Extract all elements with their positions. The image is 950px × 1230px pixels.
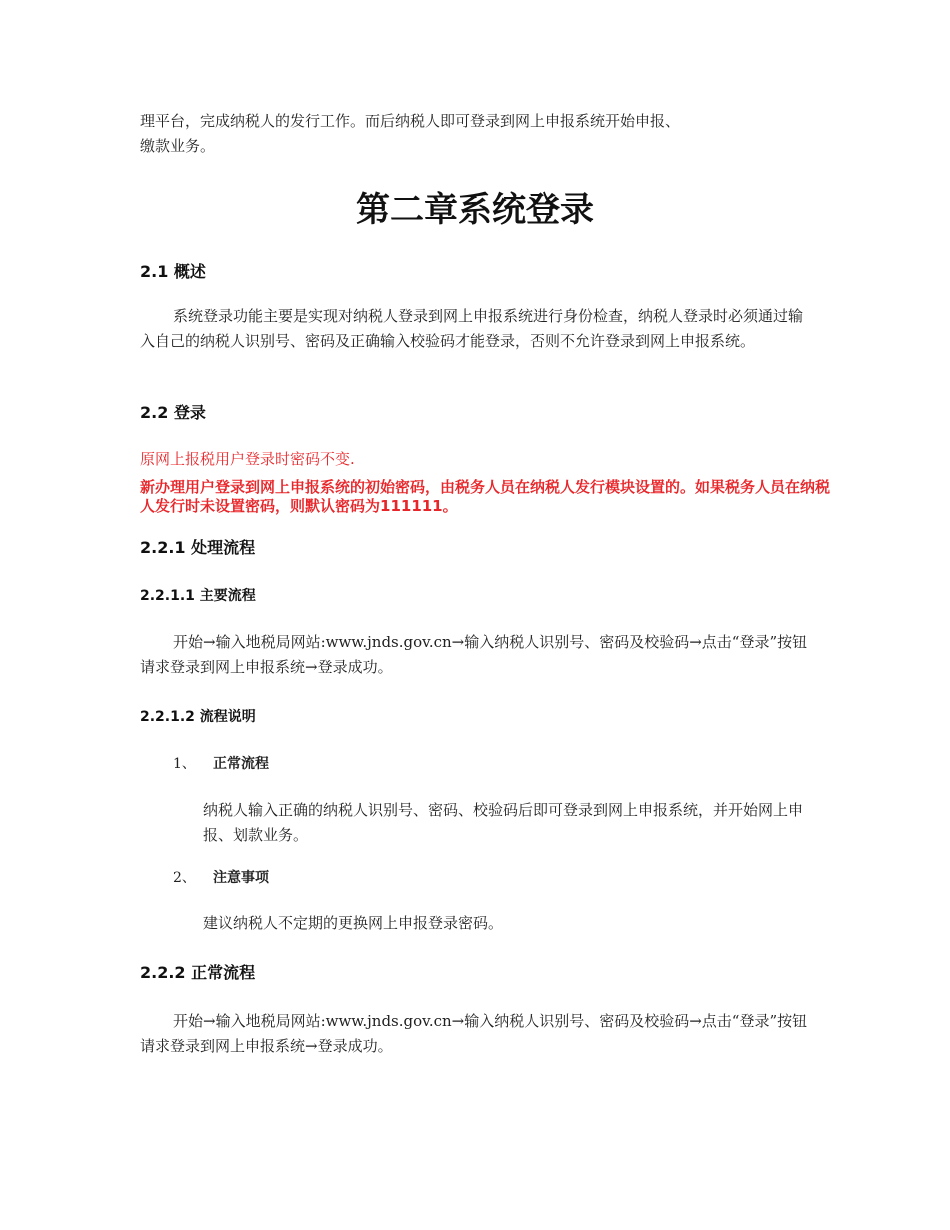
section-2-1-paragraph: 系统登录功能主要是实现对纳税人登录到网上申报系统进行身份检查，纳税人登录时必须通过输入自己的纳税人识别号、密码及正确输入校验码才能登录，否则不允许登录到网上申报系统。 (140, 307, 804, 350)
section-2-2-1-heading: 2.2.1 处理流程 (140, 538, 256, 557)
intro-line-2: 缴款业务。 (140, 137, 216, 155)
intro-line-1: 理平台，完成纳税人的发行工作。而后纳税人即可登录到网上申报系统开始申报、 (140, 112, 681, 130)
list-item-number: 2、 (173, 870, 196, 886)
notes-text: 建议纳税人不定期的更换网上申报登录密码。 (203, 914, 504, 932)
section-2-2-2-heading: 2.2.2 正常流程 (140, 963, 256, 982)
initial-password-notice: 新办理用户登录到网上申报系统的初始密码，由税务人员在纳税人发行模块设置的。如果税务人员在纳税人发行时未设置密码，则默认密码为111111。 (140, 478, 831, 515)
list-item-number: 1、 (173, 756, 196, 772)
section-2-1-heading: 2.1 概述 (140, 262, 206, 281)
list-item-normal-flow (173, 753, 269, 773)
section-2-2-1-1-heading: 2.2.1.1 主要流程 (140, 588, 256, 604)
chapter-title: 第二章系统登录 (356, 190, 594, 230)
list-item-title: 注意事项 (213, 870, 269, 886)
section-2-2-heading: 2.2 登录 (140, 403, 206, 422)
normal-flow-paragraph: 开始→输入地税局网站:www.jnds.gov.cn→输入纳税人识别号、密码及校验码→点击“登录”按钮请求登录到网上申报系统→登录成功。 (140, 1012, 808, 1055)
main-flow-paragraph: 开始→输入地税局网站:www.jnds.gov.cn→输入纳税人识别号、密码及校验码→点击“登录”按钮请求登录到网上申报系统→登录成功。 (140, 633, 808, 676)
section-2-2-1-2-heading: 2.2.1.2 流程说明 (140, 709, 256, 725)
password-notice: 原网上报税用户登录时密码不变. (140, 450, 355, 468)
list-item-title: 正常流程 (213, 756, 269, 772)
normal-flow-text: 纳税人输入正确的纳税人识别号、密码、校验码后即可登录到网上申报系统，并开始网上申报、划款业务。 (203, 801, 804, 844)
list-item-notes (173, 867, 269, 887)
